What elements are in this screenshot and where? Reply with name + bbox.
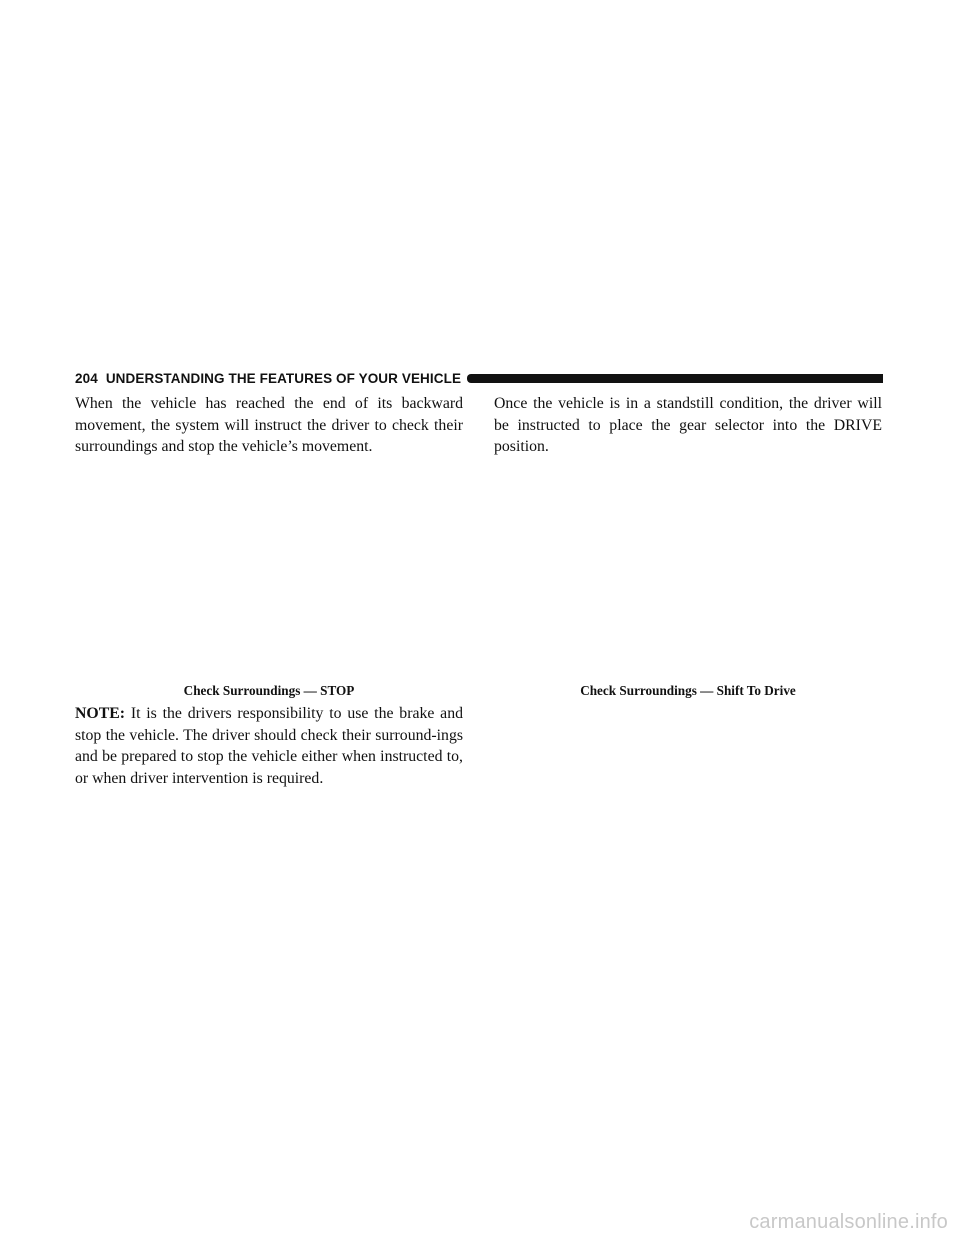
note-paragraph — [75, 703, 463, 789]
figure-caption-stop: Check Surroundings — STOP — [183, 683, 355, 698]
figure-caption-shift-to-drive: Check Surroundings — Shift To Drive — [580, 683, 796, 698]
section-title: UNDERSTANDING THE FEATURES OF YOUR VEHICLE — [105, 370, 462, 386]
right-column — [494, 393, 882, 458]
page-header — [75, 368, 883, 388]
right-paragraph: Once the vehicle is in a standstill condition, the driver will be instructed to place the gear selector into the DRIVE position. — [494, 395, 882, 455]
watermark-text: carmanualsonline.info — [749, 1211, 948, 1233]
note-label: NOTE: — [75, 705, 126, 722]
note-text: It is the drivers responsibility to use the brake and stop the vehicle. The driver should check their surround-ings and be prepared to stop the vehicle either when instructed to, or when driver intervention is required. — [75, 705, 463, 787]
page-number: 204 — [75, 370, 98, 386]
left-column — [75, 393, 463, 458]
left-paragraph: When the vehicle has reached the end of its backward movement, the system will instruct the driver to check their surroundings and stop the vehicle’s movement. — [75, 395, 463, 455]
header-rule — [467, 374, 883, 383]
